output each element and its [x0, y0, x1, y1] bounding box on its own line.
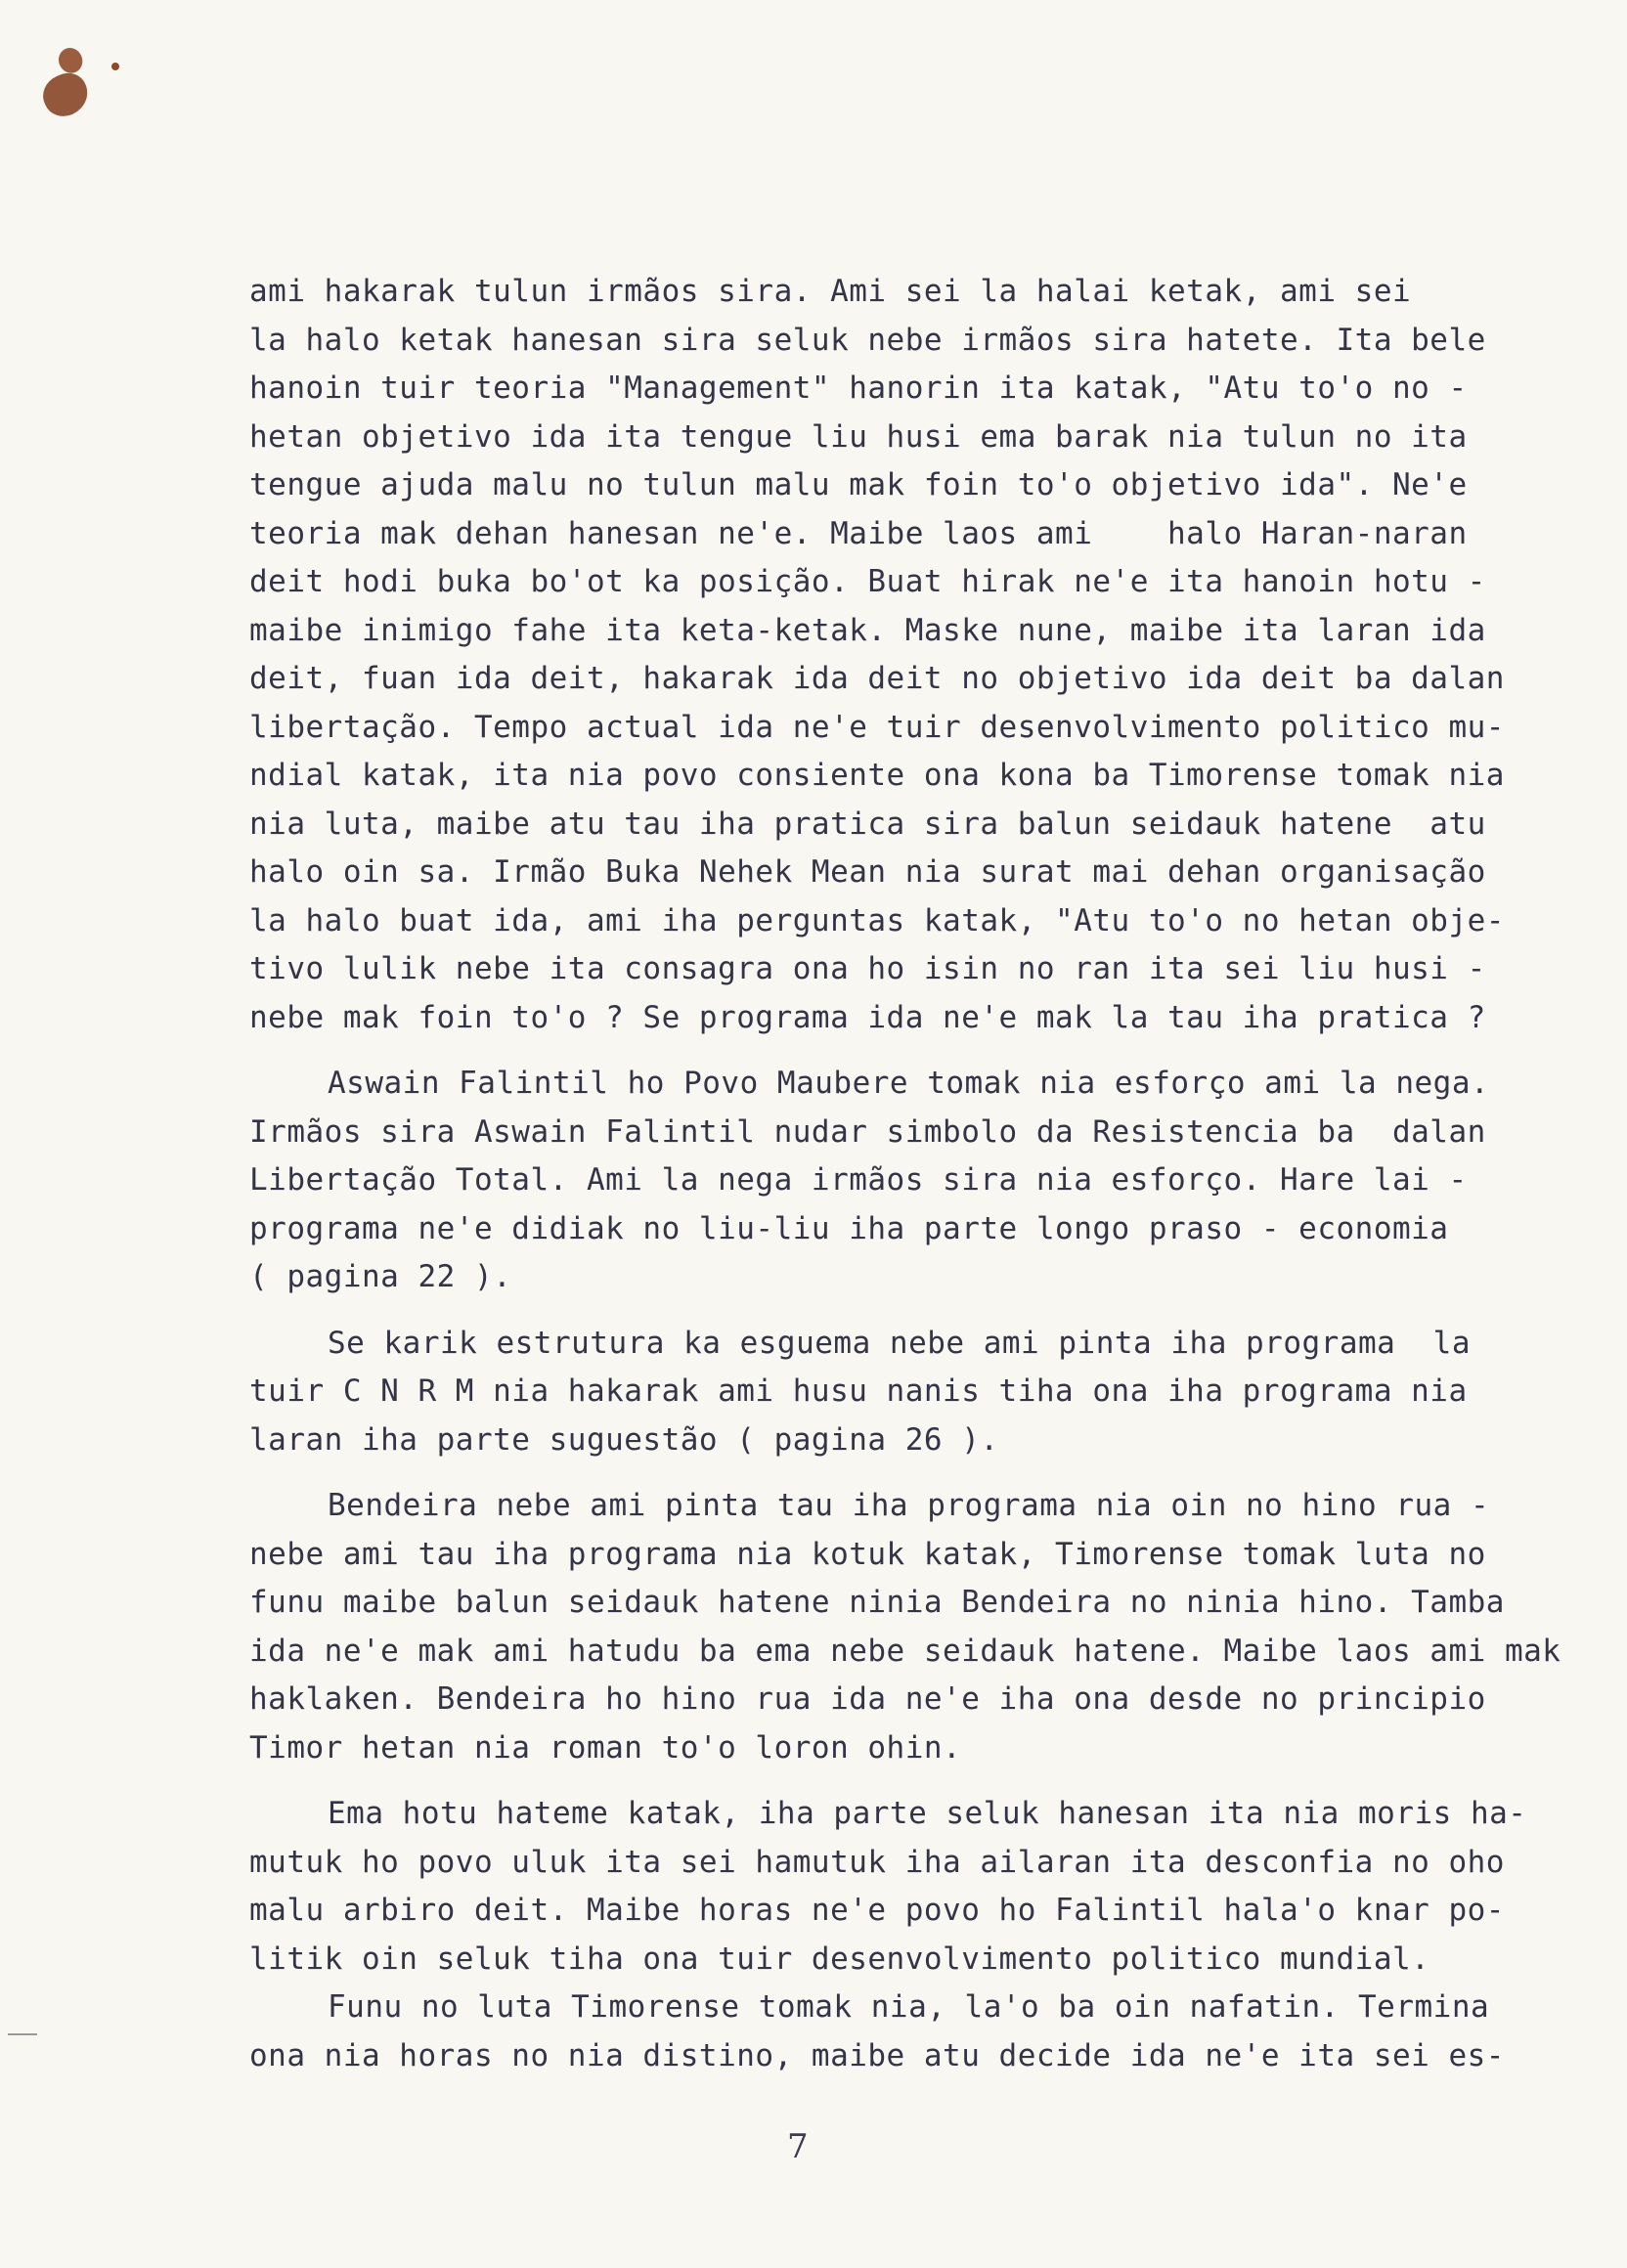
- text-line: la halo ketak hanesan sira seluk nebe irmãos sira hatete. Ita bele: [249, 322, 1486, 358]
- text-line: nebe mak foin to'o ? Se programa ida ne'e mak la tau iha pratica ?: [249, 999, 1486, 1035]
- text-line: tivo lulik nebe ita consagra ona ho isin no ran ita sei liu husi -: [249, 951, 1486, 986]
- paragraph-gap: [249, 1302, 1550, 1320]
- text-line: deit hodi buka bo'ot ka posição. Buat hirak ne'e ita hanoin hotu -: [249, 564, 1486, 599]
- text-line: ona nia horas no nia distino, maibe atu decide ida ne'e ita sei es-: [249, 2037, 1505, 2073]
- paragraph-6: [249, 1984, 1550, 2080]
- text-line: libertação. Tempo actual ida ne'e tuir desenvolvimento politico mu-: [249, 709, 1505, 745]
- text-line: haklaken. Bendeira ho hino rua ida ne'e iha ona desde no principio: [249, 1681, 1486, 1717]
- text-line: hetan objetivo ida ita tengue liu husi ema barak nia tulun no ita: [249, 418, 1468, 455]
- text-line: Irmãos sira Aswain Falintil nudar simbolo da Resistencia ba dalan: [249, 1113, 1486, 1150]
- text-line: Aswain Falintil ho Povo Maubere tomak nia esforço ami la nega.: [328, 1066, 1490, 1101]
- text-line: deit, fuan ida deit, hakarak ida deit no objetivo ida deit ba dalan: [249, 661, 1505, 696]
- text-line: maibe inimigo fahe ita keta-ketak. Maske nune, maibe ita laran ida: [249, 612, 1486, 648]
- paragraph-4: [249, 1482, 1561, 1772]
- text-line: laran iha parte suguestão ( pagina 26 ).: [249, 1421, 999, 1458]
- text-line: Funu no luta Timorense tomak nia, la'o ba oin nafatin. Termina: [328, 1989, 1490, 2025]
- text-line: ndial katak, ita nia povo consiente ona kona ba Timorense tomak nia: [249, 758, 1505, 793]
- page-number: 7: [787, 2127, 809, 2166]
- text-line: Libertação Total. Ami la nega irmãos sira nia esforço. Hare lai -: [249, 1162, 1468, 1198]
- text-line: nebe ami tau iha programa nia kotuk katak, Timorense tomak luta no: [249, 1536, 1486, 1572]
- text-line: tuir C N R M nia hakarak ami husu nanis tiha ona iha programa nia: [249, 1374, 1468, 1409]
- text-line: ida ne'e mak ami hatudu ba ema nebe seidauk hatene. Maibe laos ami mak: [249, 1633, 1561, 1669]
- text-line: teoria mak dehan hanesan ne'e. Maibe laos ami halo Haran-naran: [249, 515, 1468, 551]
- text-line: malu arbiro deit. Maibe horas ne'e povo ho Falintil hala'o knar po-: [249, 1893, 1505, 1928]
- text-line: Timor hetan nia roman to'o loron ohin.: [249, 1729, 962, 1766]
- text-line: mutuk ho povo uluk ita sei hamutuk iha ailaran ita desconfia no oho: [249, 1844, 1505, 1880]
- text-line: la halo buat ida, ami iha perguntas katak, "Atu to'o no hetan obje-: [249, 902, 1505, 938]
- text-line: programa ne'e didiak no liu-liu iha parte longo praso - economia: [249, 1210, 1449, 1246]
- coffee-stain: [36, 66, 94, 122]
- paragraph-gap: [249, 1042, 1550, 1060]
- text-line: ( pagina 22 ).: [249, 1259, 512, 1294]
- text-line: Ema hotu hateme katak, iha parte seluk hanesan ita nia moris ha-: [328, 1796, 1527, 1831]
- text-line: Se karik estrutura ka esguema nebe ami pinta iha programa la: [328, 1325, 1471, 1361]
- document-body: [249, 268, 1561, 2080]
- text-line: funu maibe balun seidauk hatene ninia Bendeira no ninia hino. Tamba: [249, 1585, 1505, 1620]
- text-line: halo oin sa. Irmão Buka Nehek Mean nia surat mai dehan organisação: [249, 854, 1486, 890]
- text-line: hanoin tuir teoria "Management" hanorin ita katak, "Atu to'o no -: [249, 371, 1468, 406]
- text-line: tengue ajuda malu no tulun malu mak foin to'o objetivo ida". Ne'e: [249, 467, 1468, 502]
- ink-speck: [111, 63, 119, 70]
- paragraph-1: [249, 268, 1550, 1042]
- paragraph-gap: [249, 1772, 1550, 1790]
- text-line: ami hakarak tulun irmãos sira. Ami sei la halai ketak, ami sei: [249, 274, 1412, 309]
- margin-mark: [8, 2033, 37, 2035]
- text-line: nia luta, maibe atu tau iha pratica sira balun seidauk hatene atu: [249, 806, 1486, 842]
- paragraph-3: [249, 1320, 1550, 1465]
- paragraph-2: [249, 1060, 1550, 1302]
- text-line: litik oin seluk tiha ona tuir desenvolvimento politico mundial.: [249, 1941, 1430, 1977]
- paragraph-5: [249, 1790, 1550, 1984]
- text-line: Bendeira nebe ami pinta tau iha programa nia oin no hino rua -: [328, 1488, 1490, 1523]
- paragraph-gap: [249, 1464, 1550, 1482]
